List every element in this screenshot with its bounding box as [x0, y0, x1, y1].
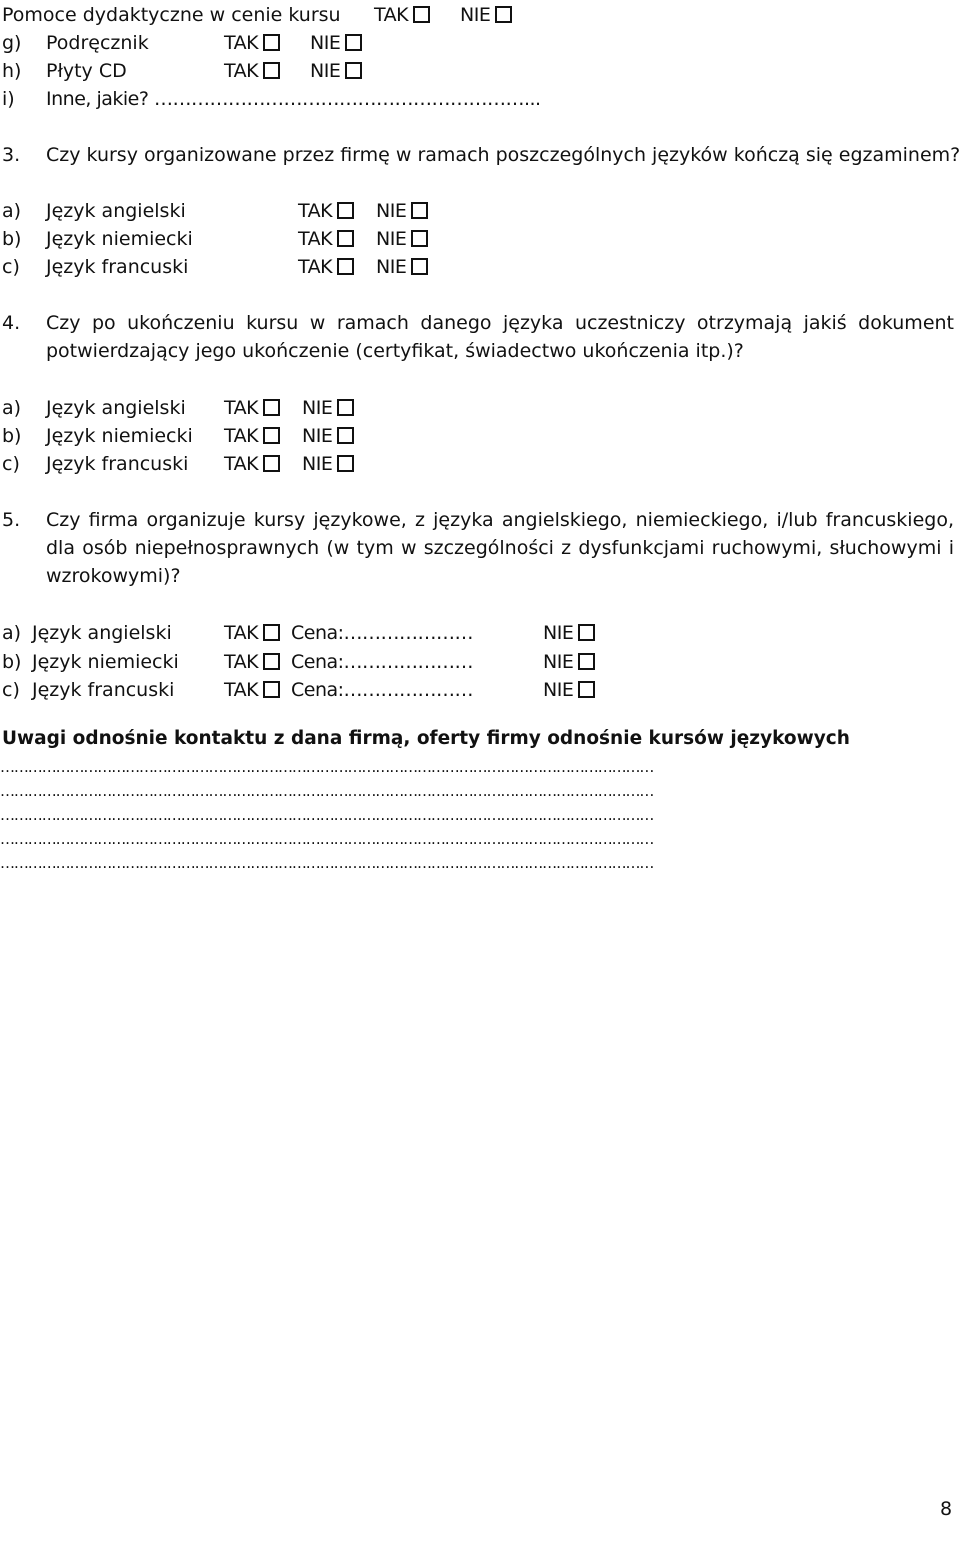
option-tak: TAK [298, 255, 354, 279]
checkbox-tak[interactable] [263, 427, 280, 444]
option-tak: TAK [298, 199, 354, 223]
didactic-aids-nie: NIE [460, 3, 512, 27]
question-5-text: Czy firma organizuje kursy językowe, z języka angielskiego, niemieckiego, i/lub francuskiego, dla osób niepełnosprawnych (w tym w szczególności z dysfunkcjami ruchowymi, słuchowymi i wzrokowymi)? [46, 509, 954, 587]
checkbox-nie[interactable] [345, 34, 362, 51]
other-aids-field[interactable]: Inne, jakie? ……………………………………………………... [46, 88, 541, 110]
option-nie: NIE [543, 621, 595, 645]
option-tak: TAK [224, 650, 280, 674]
option-nie: NIE [376, 227, 428, 251]
list-item-marker: c) [2, 679, 20, 701]
checkbox-nie[interactable] [578, 681, 595, 698]
list-item-label: Język francuski [32, 679, 175, 701]
question-number: 4. [2, 312, 21, 334]
didactic-aids-heading: Pomoce dydaktyczne w cenie kursu [2, 4, 341, 26]
list-item-marker: b) [2, 651, 22, 673]
checkbox-tak[interactable] [263, 34, 280, 51]
remarks-line[interactable]: …………………………………………………………………………………………………………………………… [0, 806, 654, 824]
checkbox-tak[interactable] [337, 258, 354, 275]
list-item-label: Język niemiecki [32, 651, 179, 673]
list-item-marker: c) [2, 453, 20, 475]
checkbox-tak[interactable] [263, 455, 280, 472]
checkbox-nie[interactable] [337, 455, 354, 472]
list-item-label: Podręcznik [46, 32, 149, 54]
option-nie: NIE [302, 396, 354, 420]
question-4-text: Czy po ukończeniu kursu w ramach danego języka uczestniczy otrzymają jakiś dokument potwierdzający jego ukończenie (certyfikat, świadectwo ukończenia itp.)? [46, 312, 954, 362]
checkbox-tak[interactable] [263, 624, 280, 641]
checkbox-tak[interactable] [263, 681, 280, 698]
list-item-label: Język niemiecki [46, 228, 193, 250]
list-item-label: Język francuski [46, 453, 189, 475]
option-tak: TAK [224, 424, 280, 448]
remarks-line[interactable]: …………………………………………………………………………………………………………………………… [0, 830, 654, 848]
checkbox-nie[interactable] [411, 202, 428, 219]
option-tak: TAK [224, 678, 280, 702]
option-tak: TAK [224, 621, 280, 645]
remarks-heading: Uwagi odnośnie kontaktu z dana firmą, oferty firmy odnośnie kursów językowych [2, 728, 850, 749]
checkbox-nie[interactable] [411, 230, 428, 247]
option-nie: NIE [543, 678, 595, 702]
remarks-line[interactable]: …………………………………………………………………………………………………………………………… [0, 758, 654, 776]
option-tak: TAK [298, 227, 354, 251]
checkbox-nie[interactable] [337, 427, 354, 444]
list-item-marker: g) [2, 32, 22, 54]
list-item-marker: b) [2, 425, 22, 447]
option-nie: NIE [310, 31, 362, 55]
list-item-label: Płyty CD [46, 60, 127, 82]
option-tak: TAK [224, 31, 280, 55]
list-item-label: Język angielski [46, 397, 186, 419]
option-tak: TAK [224, 59, 280, 83]
list-item-label: Język niemiecki [46, 425, 193, 447]
checkbox-nie[interactable] [411, 258, 428, 275]
checkbox-nie[interactable] [345, 62, 362, 79]
option-nie: NIE [543, 650, 595, 674]
checkbox-tak[interactable] [263, 399, 280, 416]
list-item-label: Język francuski [46, 256, 189, 278]
option-nie: NIE [310, 59, 362, 83]
page-number: 8 [940, 1498, 953, 1520]
option-tak: TAK [224, 452, 280, 476]
didactic-aids-tak: TAK [374, 3, 430, 27]
price-field[interactable]: Cena:………………… [291, 679, 474, 701]
list-item-marker: h) [2, 60, 22, 82]
option-nie: NIE [302, 424, 354, 448]
remarks-line[interactable]: …………………………………………………………………………………………………………………………… [0, 854, 654, 872]
remarks-line[interactable]: …………………………………………………………………………………………………………………………… [0, 782, 654, 800]
checkbox-tak[interactable] [337, 202, 354, 219]
option-nie: NIE [302, 452, 354, 476]
option-tak: TAK [224, 396, 280, 420]
list-item-marker: c) [2, 256, 20, 278]
checkbox-tak[interactable] [413, 6, 430, 23]
option-nie: NIE [376, 255, 428, 279]
checkbox-tak[interactable] [263, 653, 280, 670]
checkbox-nie[interactable] [337, 399, 354, 416]
question-number: 3. [2, 144, 21, 166]
checkbox-tak[interactable] [263, 62, 280, 79]
price-field[interactable]: Cena:………………… [291, 622, 474, 644]
list-item-marker: b) [2, 228, 22, 250]
question-3-text: Czy kursy organizowane przez firmę w ramach poszczególnych języków kończą się egzaminem? [46, 144, 960, 166]
list-item-marker: a) [2, 397, 22, 419]
option-nie: NIE [376, 199, 428, 223]
checkbox-nie[interactable] [495, 6, 512, 23]
question-number: 5. [2, 509, 21, 531]
price-field[interactable]: Cena:………………… [291, 651, 474, 673]
list-item-marker: i) [2, 88, 15, 110]
list-item-marker: a) [2, 622, 22, 644]
checkbox-nie[interactable] [578, 624, 595, 641]
list-item-label: Język angielski [46, 200, 186, 222]
checkbox-nie[interactable] [578, 653, 595, 670]
checkbox-tak[interactable] [337, 230, 354, 247]
list-item-label: Język angielski [32, 622, 172, 644]
list-item-marker: a) [2, 200, 22, 222]
